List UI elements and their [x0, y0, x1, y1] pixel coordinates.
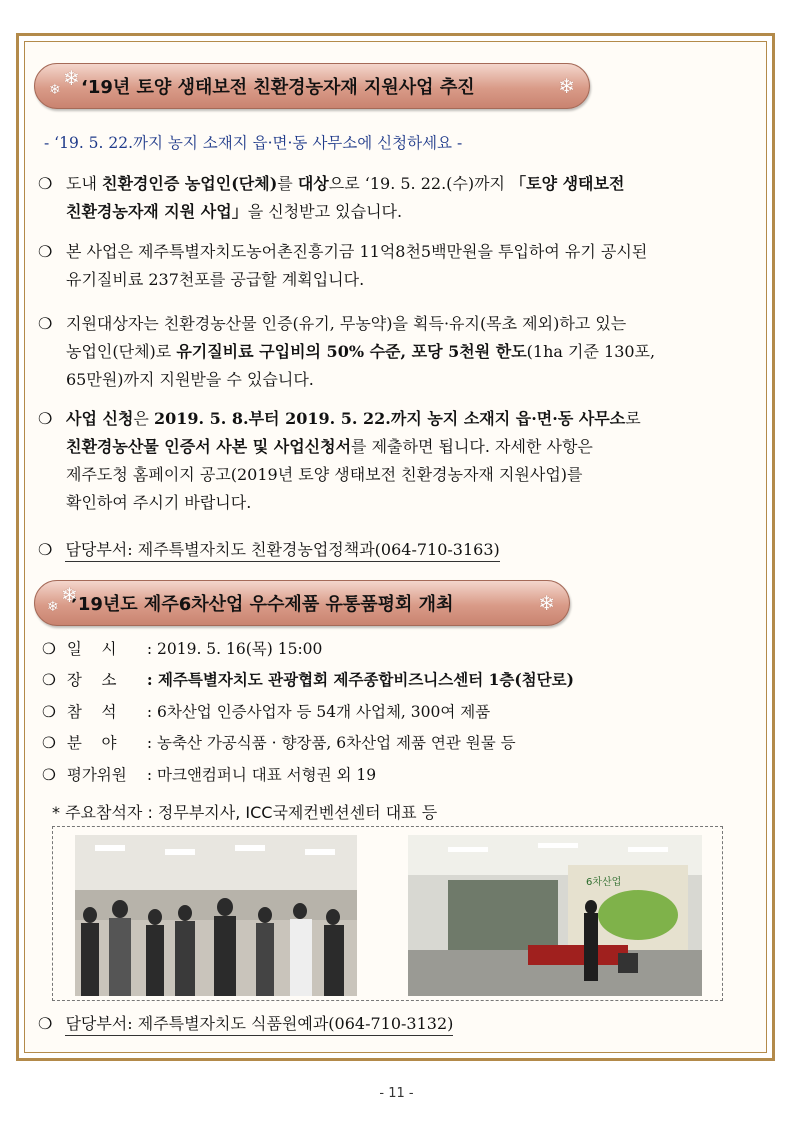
bullet-icon: ❍: [38, 1014, 53, 1033]
section2-title: ’19년도 제주6차산업 우수제품 유통품평회 개최: [71, 594, 454, 615]
event-venue: ❍ 장 소 : 제주특별자치도 관광협회 제주종합비즈니스센터 1층(첨단로): [42, 670, 574, 689]
bullet-icon: ❍: [42, 640, 56, 658]
photo-sign-text: 6차산업: [586, 877, 622, 888]
event-field: ❍ 분 야 : 농축산 가공식품 · 향장품, 6차산업 제품 연관 원물 등: [42, 734, 516, 752]
section1-department: ❍ 담당부서: 제주특별자치도 친환경농업정책과(064-710-3163): [38, 537, 500, 560]
section1-paragraph-4: ❍ 사업 신청은 2019. 5. 8.부터 2019. 5. 22.까지 농지 소재지 읍·면·동 사무소로 친환경농산물 인증서 사본 및 사업신청서를 제출하면 됩니다. 자세한 사항은 제주도청 홈페이지 공고(2019년 토양 생태보전 친환경농자재 지원사업)를 확인하여 주시기 바랍니다.: [38, 405, 750, 517]
section1-title: ‘19년 토양 생태보전 친환경농자재 지원사업 추진: [81, 77, 475, 98]
section1-paragraph-1: ❍ 도내 친환경인증 농업인(단체)를 대상으로 ‘19. 5. 22.(수)까지 「토양 생태보전 친환경농자재 지원 사업」을 신청받고 있습니다.: [38, 170, 750, 226]
bullet-icon: ❍: [42, 734, 56, 752]
event-attendees: ❍ 참 석 : 6차산업 인증사업자 등 54개 사업체, 300여 제품: [42, 703, 491, 721]
section1-paragraph-2: ❍ 본 사업은 제주특별자치도농어촌진흥기금 11억8천5백만원을 투입하여 유기 공시된 유기질비료 237천포를 공급할 계획입니다.: [38, 238, 750, 294]
hall-photo: [408, 835, 702, 996]
bullet-icon: ❍: [42, 766, 56, 784]
crowd-photo-image: [75, 835, 357, 996]
crowd-photo: [75, 835, 357, 996]
snowflake-icon: ❄: [558, 74, 575, 98]
bullet-icon: ❍: [38, 174, 53, 193]
page-number: - 11 -: [379, 1086, 414, 1101]
snowflake-icon: ❄: [61, 583, 78, 607]
section1-subtitle: - ‘19. 5. 22.까지 농지 소재지 읍·면·동 사무소에 신청하세요 -: [44, 134, 463, 152]
section2-banner: [34, 580, 570, 626]
bullet-icon: ❍: [38, 314, 53, 333]
bullet-icon: ❍: [38, 242, 53, 261]
bullet-icon: ❍: [42, 671, 56, 689]
key-attendees-note: * 주요참석자 : 정무부지사, ICC국제컨벤션센터 대표 등: [52, 803, 438, 822]
snowflake-icon: ❄: [538, 591, 555, 615]
hall-photo-image: [408, 835, 702, 996]
snowflake-icon: ❄: [63, 66, 80, 90]
event-judges: ❍ 평가위원 : 마크앤컴퍼니 대표 서형권 외 19: [42, 766, 377, 784]
bullet-icon: ❍: [38, 540, 53, 559]
snowflake-icon: ❄: [49, 82, 61, 98]
event-date: ❍ 일 시 : 2019. 5. 16(목) 15:00: [42, 640, 323, 658]
section1-banner: [34, 63, 590, 109]
bullet-icon: ❍: [38, 409, 53, 428]
bullet-icon: ❍: [42, 703, 56, 721]
section2-department: ❍ 담당부서: 제주특별자치도 식품원예과(064-710-3132): [38, 1011, 453, 1034]
photo-box: [52, 826, 723, 1001]
section1-paragraph-3: ❍ 지원대상자는 친환경농산물 인증(유기, 무농약)을 획득·유지(목초 제외)하고 있는 농업인(단체)로 유기질비료 구입비의 50% 수준, 포당 5천원 한도(1ha 기준 130포, 65만원)까지 지원받을 수 있습니다.: [38, 310, 750, 394]
snowflake-icon: ❄: [47, 599, 59, 615]
